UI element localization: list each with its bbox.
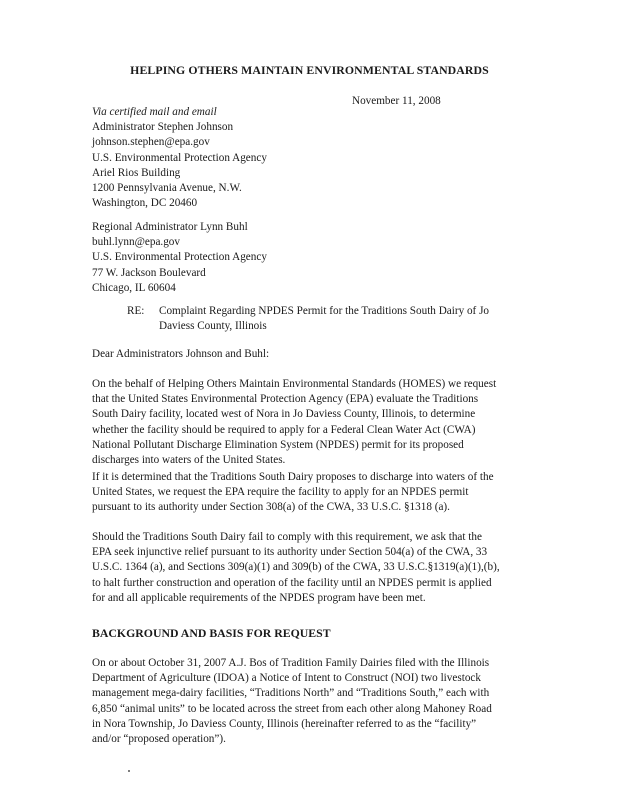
paragraph-line: EPA seek injunctive relief pursuant to its authority under Section 504(a) of the CWA, 33	[92, 546, 488, 559]
paragraph-background	[92, 656, 532, 747]
paragraph-line: pursuant to its authority under Section 308(a) of the CWA, 33 U.S.C. §1318 (a).	[92, 501, 450, 514]
address-line: Administrator Stephen Johnson	[92, 121, 234, 134]
address-email: buhl.lynn@epa.gov	[92, 236, 180, 249]
paragraph-injunctive-relief	[92, 530, 532, 606]
address-line: Regional Administrator Lynn Buhl	[92, 221, 248, 233]
paragraph-permit	[92, 470, 532, 516]
address-line: Washington, DC 20460	[92, 197, 198, 210]
paragraph-line: Department of Agriculture (IDOA) a Notice of Intent to Construct (NOI) two livestock	[92, 672, 481, 685]
subject-line-text: Daviess County, Illinois	[159, 320, 267, 333]
paragraph-line: discharges into waters of the United States.	[92, 454, 286, 467]
subject-label: RE:	[127, 305, 145, 317]
scan-speck	[128, 770, 130, 772]
paragraph-line: for and all applicable requirements of the NPDES program have been met.	[92, 591, 426, 604]
paragraph-line: Should the Traditions South Dairy fail to comply with this requirement, we ask that the	[92, 531, 482, 543]
address-line: U.S. Environmental Protection Agency	[92, 151, 267, 164]
address-line: Ariel Rios Building	[92, 166, 181, 179]
paragraph-line: in Nora Township, Jo Daviess County, Illinois (hereinafter referred to as the “facility”	[92, 717, 477, 730]
letter-title: HELPING OTHERS MAINTAIN ENVIRONMENTAL STANDARDS	[130, 63, 489, 77]
address-line: U.S. Environmental Protection Agency	[92, 251, 267, 264]
address-line: 77 W. Jackson Boulevard	[92, 266, 206, 279]
recipient-address-1	[92, 105, 472, 211]
recipient-address-2	[92, 220, 472, 296]
paragraph-line: On the behalf of Helping Others Maintain Environmental Standards (HOMES) we request	[92, 378, 497, 390]
section-heading: BACKGROUND AND BASIS FOR REQUEST	[92, 626, 331, 640]
address-email: johnson.stephen@epa.gov	[92, 136, 210, 149]
paragraph-line: If it is determined that the Traditions South Dairy proposes to discharge into waters of the	[92, 471, 494, 483]
subject-line-text: Complaint Regarding NPDES Permit for the Traditions South Dairy of Jo	[159, 305, 490, 317]
paragraph-line: National Pollutant Discharge Elimination System (NPDES) permit for its proposed	[92, 438, 464, 451]
paragraph-request	[92, 377, 532, 468]
address-line: Chicago, IL 60604	[92, 281, 176, 294]
paragraph-line: management mega-dairy facilities, “Traditions North” and “Traditions South,” each with	[92, 687, 490, 700]
delivery-method: Via certified mail and email	[92, 106, 217, 118]
paragraph-line: that the United States Environmental Protection Agency (EPA) evaluate the Traditions	[92, 393, 479, 406]
paragraph-line: 6,850 “animal units” to be located across the street from each other along Mahoney Road	[92, 702, 492, 715]
paragraph-line: whether the facility should be required to apply for a Federal Clean Water Act (CWA)	[92, 423, 476, 436]
letter-date: November 11, 2008	[352, 95, 441, 107]
address-line: 1200 Pennsylvania Avenue, N.W.	[92, 182, 242, 195]
paragraph-line: and/or “proposed operation”).	[92, 733, 226, 746]
subject-text	[159, 304, 559, 334]
paragraph-line: South Dairy facility, located west of Nora in Jo Daviess County, Illinois, to determine	[92, 408, 476, 421]
salutation: Dear Administrators Johnson and Buhl:	[92, 348, 270, 360]
paragraph-line: On or about October 31, 2007 A.J. Bos of Tradition Family Dairies filed with the Illinois	[92, 657, 490, 669]
paragraph-line: United States, we request the EPA require the facility to apply for an NPDES permit	[92, 486, 469, 499]
paragraph-line: to halt further construction and operation of the facility until an NPDES permit is applied	[92, 576, 492, 589]
paragraph-line: U.S.C. 1364 (a), and Sections 309(a)(1) and 309(b) of the CWA, 33 U.S.C.§1319(a)(1),(b),	[92, 561, 500, 574]
